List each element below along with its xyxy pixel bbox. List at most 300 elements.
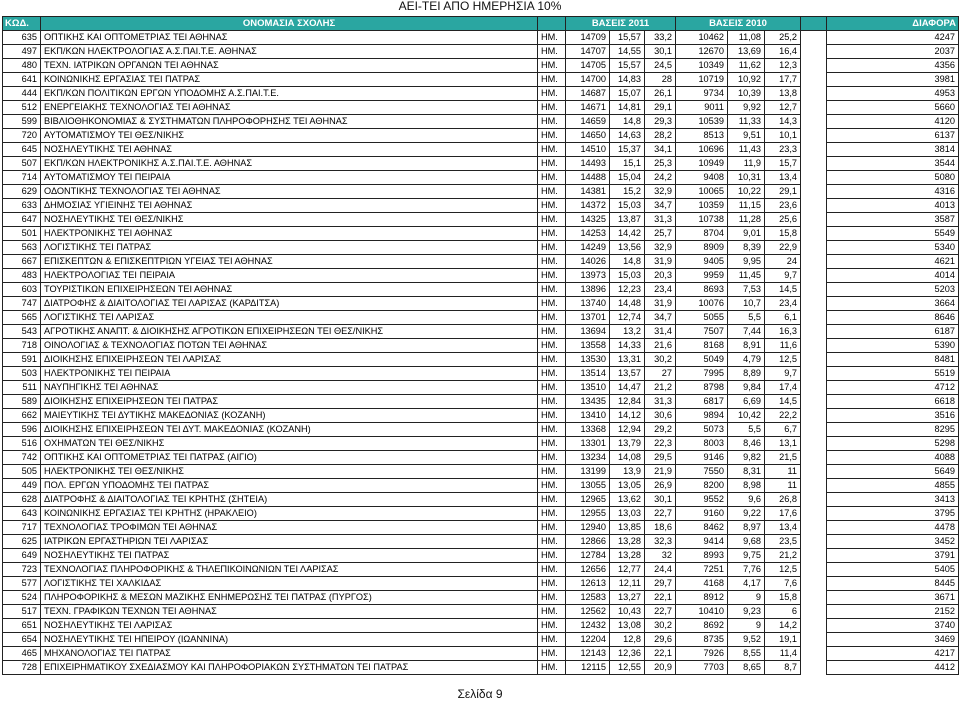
cell-code: 720: [3, 129, 41, 143]
cell-gap: [801, 605, 827, 619]
cell-2010-grade: 8,65: [728, 661, 765, 675]
cell-2011-grade: 14,47: [610, 381, 645, 395]
cell-school-name: ΔΙΟΙΚΗΣΗΣ ΕΠΙΧΕΙΡΗΣΕΩΝ ΤΕΙ ΠΑΤΡΑΣ: [41, 395, 538, 409]
cell-diff: 4316: [827, 185, 959, 199]
cell-diff: 5298: [827, 437, 959, 451]
cell-code: 649: [3, 549, 41, 563]
cell-2010-grade: 11,45: [728, 269, 765, 283]
cell-2010-pct: 15,8: [765, 591, 801, 605]
cell-2011-grade: 14,33: [610, 339, 645, 353]
cell-gap: [801, 549, 827, 563]
cell-2010-base: 9011: [676, 101, 728, 115]
cell-2011-base: 14249: [566, 241, 610, 255]
cell-2010-base: 10539: [676, 115, 728, 129]
cell-2010-base: 7926: [676, 647, 728, 661]
cell-school-name: ΟΙΝΟΛΟΓΙΑΣ & ΤΕΧΝΟΛΟΓΙΑΣ ΠΟΤΩΝ ΤΕΙ ΑΘΗΝΑΣ: [41, 339, 538, 353]
cell-2011-grade: 12,84: [610, 395, 645, 409]
cell-2010-base: 9146: [676, 451, 728, 465]
cell-2011-pct: 29,3: [645, 115, 676, 129]
cell-gap: [801, 395, 827, 409]
header-diff: ΔΙΑΦΟΡΑ: [827, 17, 959, 31]
cell-school-name: ΔΙΑΤΡΟΦΗΣ & ΔΙΑΙΤΟΛΟΓΙΑΣ ΤΕΙ ΚΡΗΤΗΣ (ΣΗΤΕΙΑ): [41, 493, 538, 507]
cell-2010-pct: 12,3: [765, 59, 801, 73]
cell-gap: [801, 269, 827, 283]
table-row: [3, 283, 959, 297]
cell-2010-base: 12670: [676, 45, 728, 59]
cell-school-name: ΟΧΗΜΑΤΩΝ ΤΕΙ ΘΕΣ/ΝΙΚΗΣ: [41, 437, 538, 451]
cell-code: 625: [3, 535, 41, 549]
cell-school-name: ΤΕΧΝ. ΓΡΑΦΙΚΩΝ ΤΕΧΝΩΝ ΤΕΙ ΑΘΗΝΑΣ: [41, 605, 538, 619]
cell-2010-grade: 9: [728, 591, 765, 605]
cell-2011-grade: 13,79: [610, 437, 645, 451]
cell-2011-grade: 14,48: [610, 297, 645, 311]
cell-2011-base: 12784: [566, 549, 610, 563]
cell-school-name: ΑΥΤΟΜΑΤΙΣΜΟΥ ΤΕΙ ΘΕΣ/ΝΙΚΗΣ: [41, 129, 538, 143]
cell-2010-pct: 24: [765, 255, 801, 269]
cell-gap: [801, 129, 827, 143]
cell-2010-pct: 14,5: [765, 395, 801, 409]
cell-2011-base: 12656: [566, 563, 610, 577]
cell-school-name: ΤΕΧΝΟΛΟΓΙΑΣ ΤΡΟΦΙΜΩΝ ΤΕΙ ΑΘΗΝΑΣ: [41, 521, 538, 535]
cell-2010-base: 4168: [676, 577, 728, 591]
cell-2011-pct: 21,6: [645, 339, 676, 353]
cell-2010-grade: 9,23: [728, 605, 765, 619]
cell-2010-base: 5073: [676, 423, 728, 437]
table-row: [3, 353, 959, 367]
cell-2010-pct: 17,4: [765, 381, 801, 395]
cell-2010-pct: 7,6: [765, 577, 801, 591]
cell-2011-grade: 12,74: [610, 311, 645, 325]
cell-diff: 2037: [827, 45, 959, 59]
table-row: [3, 157, 959, 171]
cell-2011-grade: 12,23: [610, 283, 645, 297]
cell-code: 591: [3, 353, 41, 367]
cell-2011-pct: 31,9: [645, 255, 676, 269]
cell-2011-pct: 31,4: [645, 325, 676, 339]
cell-school-name: ΠΟΛ. ΕΡΓΩΝ ΥΠΟΔΟΜΗΣ ΤΕΙ ΠΑΤΡΑΣ: [41, 479, 538, 493]
cell-2011-pct: 25,3: [645, 157, 676, 171]
cell-code: 524: [3, 591, 41, 605]
cell-school-name: ΜΑΙΕΥΤΙΚΗΣ ΤΕΙ ΔΥΤΙΚΗΣ ΜΑΚΕΔΟΝΙΑΣ (ΚΟΖΑΝΗ): [41, 409, 538, 423]
cell-2011-grade: 13,28: [610, 535, 645, 549]
cell-type: ΗΜ.: [538, 381, 566, 395]
cell-2010-grade: 7,76: [728, 563, 765, 577]
cell-diff: 5203: [827, 283, 959, 297]
cell-2011-base: 13701: [566, 311, 610, 325]
cell-diff: 5660: [827, 101, 959, 115]
cell-2011-pct: 25,7: [645, 227, 676, 241]
cell-gap: [801, 143, 827, 157]
cell-2010-pct: 13,1: [765, 437, 801, 451]
table-row: [3, 521, 959, 535]
cell-2011-grade: 13,57: [610, 367, 645, 381]
cell-code: 718: [3, 339, 41, 353]
cell-gap: [801, 59, 827, 73]
cell-type: ΗΜ.: [538, 283, 566, 297]
header-base-2010: ΒΑΣΕΙΣ 2010: [676, 17, 801, 31]
cell-diff: 5340: [827, 241, 959, 255]
cell-2011-grade: 13,08: [610, 619, 645, 633]
table-header-row: [3, 17, 959, 31]
cell-2011-grade: 13,05: [610, 479, 645, 493]
cell-diff: 4478: [827, 521, 959, 535]
cell-2011-pct: 20,3: [645, 269, 676, 283]
cell-2011-grade: 14,08: [610, 451, 645, 465]
cell-2010-pct: 9,7: [765, 367, 801, 381]
cell-2010-base: 10065: [676, 185, 728, 199]
table-row: [3, 591, 959, 605]
cell-2011-grade: 14,81: [610, 101, 645, 115]
cell-type: ΗΜ.: [538, 619, 566, 633]
cell-2010-base: 8462: [676, 521, 728, 535]
cell-gap: [801, 31, 827, 45]
cell-type: ΗΜ.: [538, 143, 566, 157]
cell-2010-base: 8693: [676, 283, 728, 297]
cell-2010-grade: 9,6: [728, 493, 765, 507]
cell-code: 516: [3, 437, 41, 451]
cell-2010-pct: 23,5: [765, 535, 801, 549]
cell-2010-grade: 11,28: [728, 213, 765, 227]
cell-code: 742: [3, 451, 41, 465]
cell-2011-base: 13410: [566, 409, 610, 423]
cell-2011-grade: 14,83: [610, 73, 645, 87]
cell-diff: 3981: [827, 73, 959, 87]
cell-code: 511: [3, 381, 41, 395]
cell-gap: [801, 437, 827, 451]
cell-2010-grade: 10,39: [728, 87, 765, 101]
cell-2011-base: 14372: [566, 199, 610, 213]
cell-2011-base: 14650: [566, 129, 610, 143]
cell-gap: [801, 577, 827, 591]
cell-gap: [801, 325, 827, 339]
cell-diff: 4356: [827, 59, 959, 73]
cell-2010-grade: 10,42: [728, 409, 765, 423]
cell-code: 629: [3, 185, 41, 199]
cell-2011-base: 13435: [566, 395, 610, 409]
cell-gap: [801, 633, 827, 647]
cell-school-name: ΚΟΙΝΩΝΙΚΗΣ ΕΡΓΑΣΙΑΣ ΤΕΙ ΚΡΗΤΗΣ (ΗΡΑΚΛΕΙΟ): [41, 507, 538, 521]
cell-2011-base: 12955: [566, 507, 610, 521]
cell-type: ΗΜ.: [538, 549, 566, 563]
table-row: [3, 437, 959, 451]
cell-2011-grade: 15,57: [610, 59, 645, 73]
cell-type: ΗΜ.: [538, 115, 566, 129]
cell-2010-base: 8200: [676, 479, 728, 493]
cell-type: ΗΜ.: [538, 661, 566, 675]
table-row: [3, 185, 959, 199]
cell-2010-base: 8909: [676, 241, 728, 255]
cell-gap: [801, 451, 827, 465]
cell-gap: [801, 479, 827, 493]
cell-2010-grade: 8,98: [728, 479, 765, 493]
cell-2010-base: 5049: [676, 353, 728, 367]
cell-school-name: ΕΚΠ/ΚΩΝ ΗΛΕΚΤΡΟΛΟΓΙΑΣ Α.Σ.ΠΑΙ.Τ.Ε. ΑΘΗΝΑΣ: [41, 45, 538, 59]
cell-2010-grade: 4,79: [728, 353, 765, 367]
cell-gap: [801, 213, 827, 227]
cell-2011-pct: 21,9: [645, 465, 676, 479]
cell-2010-grade: 9,84: [728, 381, 765, 395]
cell-gap: [801, 241, 827, 255]
cell-diff: 3587: [827, 213, 959, 227]
cell-diff: 3671: [827, 591, 959, 605]
cell-2010-base: 7251: [676, 563, 728, 577]
cell-code: 647: [3, 213, 41, 227]
cell-2011-base: 13896: [566, 283, 610, 297]
cell-2011-pct: 22,7: [645, 605, 676, 619]
cell-2011-grade: 15,1: [610, 157, 645, 171]
cell-type: ΗΜ.: [538, 311, 566, 325]
cell-2011-grade: 15,03: [610, 269, 645, 283]
cell-2010-pct: 22,2: [765, 409, 801, 423]
cell-gap: [801, 493, 827, 507]
cell-2010-base: 9414: [676, 535, 728, 549]
cell-2010-base: 10719: [676, 73, 728, 87]
cell-gap: [801, 619, 827, 633]
cell-diff: 4855: [827, 479, 959, 493]
cell-2011-pct: 34,7: [645, 199, 676, 213]
cell-2011-pct: 29,5: [645, 451, 676, 465]
cell-gap: [801, 591, 827, 605]
cell-school-name: ΗΛΕΚΤΡΟΝΙΚΗΣ ΤΕΙ ΘΕΣ/ΝΙΚΗΣ: [41, 465, 538, 479]
cell-code: 589: [3, 395, 41, 409]
cell-2010-grade: 8,46: [728, 437, 765, 451]
cell-2011-base: 13510: [566, 381, 610, 395]
cell-2011-base: 13973: [566, 269, 610, 283]
cell-type: ΗΜ.: [538, 647, 566, 661]
cell-2010-pct: 13,4: [765, 171, 801, 185]
cell-2011-pct: 30,2: [645, 619, 676, 633]
cell-2010-base: 9160: [676, 507, 728, 521]
table-row: [3, 367, 959, 381]
cell-code: 599: [3, 115, 41, 129]
cell-type: ΗΜ.: [538, 353, 566, 367]
cell-2010-grade: 8,31: [728, 465, 765, 479]
cell-2010-pct: 25,2: [765, 31, 801, 45]
cell-2011-pct: 23,4: [645, 283, 676, 297]
cell-type: ΗΜ.: [538, 367, 566, 381]
cell-2010-base: 10462: [676, 31, 728, 45]
cell-code: 603: [3, 283, 41, 297]
cell-2010-grade: 13,69: [728, 45, 765, 59]
cell-2011-base: 14671: [566, 101, 610, 115]
cell-gap: [801, 255, 827, 269]
cell-gap: [801, 297, 827, 311]
cell-code: 444: [3, 87, 41, 101]
cell-2011-base: 13199: [566, 465, 610, 479]
cell-2010-pct: 9,7: [765, 269, 801, 283]
cell-school-name: ΤΟΥΡΙΣΤΙΚΩΝ ΕΠΙΧΕΙΡΗΣΕΩΝ ΤΕΙ ΑΘΗΝΑΣ: [41, 283, 538, 297]
cell-gap: [801, 283, 827, 297]
cell-2011-pct: 22,1: [645, 647, 676, 661]
cell-2011-base: 12562: [566, 605, 610, 619]
cell-2010-base: 10359: [676, 199, 728, 213]
cell-gap: [801, 381, 827, 395]
cell-2011-base: 12866: [566, 535, 610, 549]
table-row: [3, 535, 959, 549]
cell-2011-base: 14687: [566, 87, 610, 101]
cell-2011-grade: 13,03: [610, 507, 645, 521]
cell-2011-base: 12965: [566, 493, 610, 507]
cell-school-name: ΟΠΤΙΚΗΣ ΚΑΙ ΟΠΤΟΜΕΤΡΙΑΣ ΤΕΙ ΑΘΗΝΑΣ: [41, 31, 538, 45]
cell-type: ΗΜ.: [538, 395, 566, 409]
cell-diff: 4088: [827, 451, 959, 465]
cell-2010-pct: 6,1: [765, 311, 801, 325]
cell-2010-grade: 9,95: [728, 255, 765, 269]
cell-2011-base: 14253: [566, 227, 610, 241]
cell-gap: [801, 507, 827, 521]
cell-2011-base: 14026: [566, 255, 610, 269]
cell-2010-base: 8692: [676, 619, 728, 633]
cell-2010-pct: 23,6: [765, 199, 801, 213]
cell-2011-base: 13558: [566, 339, 610, 353]
cell-school-name: ΤΕΧΝΟΛΟΓΙΑΣ ΠΛΗΡΟΦΟΡΙΚΗΣ & ΤΗΛΕΠΙΚΟΙΝΩΝΙΩΝ ΤΕΙ ΛΑΡΙΣΑΣ: [41, 563, 538, 577]
cell-diff: 4120: [827, 115, 959, 129]
table-row: [3, 59, 959, 73]
cell-gap: [801, 73, 827, 87]
cell-2011-pct: 28: [645, 73, 676, 87]
cell-diff: 4247: [827, 31, 959, 45]
cell-code: 641: [3, 73, 41, 87]
table-row: [3, 409, 959, 423]
cell-code: 483: [3, 269, 41, 283]
cell-2011-grade: 13,31: [610, 353, 645, 367]
cell-2011-grade: 13,27: [610, 591, 645, 605]
cell-code: 565: [3, 311, 41, 325]
cell-type: ΗΜ.: [538, 31, 566, 45]
cell-diff: 8646: [827, 311, 959, 325]
table-row: [3, 325, 959, 339]
cell-2011-base: 14510: [566, 143, 610, 157]
cell-2010-pct: 12,5: [765, 563, 801, 577]
cell-2011-pct: 34,1: [645, 143, 676, 157]
cell-2011-grade: 14,8: [610, 255, 645, 269]
table-row: [3, 339, 959, 353]
cell-code: 635: [3, 31, 41, 45]
cell-school-name: ΕΝΕΡΓΕΙΑΚΗΣ ΤΕΧΝΟΛΟΓΙΑΣ ΤΕΙ ΑΘΗΝΑΣ: [41, 101, 538, 115]
cell-2010-pct: 21,2: [765, 549, 801, 563]
cell-diff: 3795: [827, 507, 959, 521]
cell-2011-grade: 14,12: [610, 409, 645, 423]
cell-school-name: ΔΙΟΙΚΗΣΗΣ ΕΠΙΧΕΙΡΗΣΕΩΝ ΤΕΙ ΔΥΤ. ΜΑΚΕΔΟΝΙΑΣ (ΚΟΖΑΝΗ): [41, 423, 538, 437]
cell-school-name: ΛΟΓΙΣΤΙΚΗΣ ΤΕΙ ΛΑΡΙΣΑΣ: [41, 311, 538, 325]
cell-diff: 5519: [827, 367, 959, 381]
cell-gap: [801, 535, 827, 549]
cell-school-name: ΝΟΣΗΛΕΥΤΙΚΗΣ ΤΕΙ ΘΕΣ/ΝΙΚΗΣ: [41, 213, 538, 227]
cell-2010-pct: 8,7: [765, 661, 801, 675]
cell-2011-base: 12583: [566, 591, 610, 605]
cell-2010-grade: 9,52: [728, 633, 765, 647]
cell-school-name: ΕΠΙΧΕΙΡΗΜΑΤΙΚΟΥ ΣΧΕΔΙΑΣΜΟΥ ΚΑΙ ΠΛΗΡΟΦΟΡΙΑΚΩΝ ΣΥΣΤΗΜΑΤΩΝ ΤΕΙ ΠΑΤΡΑΣ: [41, 661, 538, 675]
cell-2011-base: 14381: [566, 185, 610, 199]
cell-2011-base: 14700: [566, 73, 610, 87]
cell-2011-grade: 13,87: [610, 213, 645, 227]
cell-2010-pct: 23,3: [765, 143, 801, 157]
cell-type: ΗΜ.: [538, 423, 566, 437]
cell-type: ΗΜ.: [538, 507, 566, 521]
cell-2010-base: 6817: [676, 395, 728, 409]
cell-type: ΗΜ.: [538, 339, 566, 353]
header-code: ΚΩΔ.: [3, 17, 41, 31]
cell-gap: [801, 45, 827, 59]
cell-2010-grade: 8,55: [728, 647, 765, 661]
cell-2011-base: 13301: [566, 437, 610, 451]
cell-2011-base: 14325: [566, 213, 610, 227]
cell-2011-grade: 15,03: [610, 199, 645, 213]
table-row: [3, 395, 959, 409]
cell-2011-grade: 13,62: [610, 493, 645, 507]
cell-2010-pct: 14,3: [765, 115, 801, 129]
cell-type: ΗΜ.: [538, 409, 566, 423]
cell-2011-pct: 31,3: [645, 395, 676, 409]
cell-type: ΗΜ.: [538, 297, 566, 311]
table-row: [3, 31, 959, 45]
cell-2011-pct: 28,2: [645, 129, 676, 143]
table-row: [3, 451, 959, 465]
cell-diff: 4712: [827, 381, 959, 395]
cell-2011-base: 14705: [566, 59, 610, 73]
cell-2011-base: 14493: [566, 157, 610, 171]
cell-2011-grade: 14,42: [610, 227, 645, 241]
cell-code: 633: [3, 199, 41, 213]
cell-2010-grade: 8,91: [728, 339, 765, 353]
cell-2010-pct: 12,5: [765, 353, 801, 367]
cell-2011-pct: 20,9: [645, 661, 676, 675]
cell-2011-base: 12115: [566, 661, 610, 675]
cell-code: 512: [3, 101, 41, 115]
cell-school-name: ΙΑΤΡΙΚΩΝ ΕΡΓΑΣΤΗΡΙΩΝ ΤΕΙ ΛΑΡΙΣΑΣ: [41, 535, 538, 549]
cell-2010-grade: 9,82: [728, 451, 765, 465]
cell-2010-base: 9894: [676, 409, 728, 423]
table-row: [3, 647, 959, 661]
table-row: [3, 423, 959, 437]
cell-diff: 3516: [827, 409, 959, 423]
cell-code: 654: [3, 633, 41, 647]
cell-school-name: ΔΗΜΟΣΙΑΣ ΥΓΙΕΙΝΗΣ ΤΕΙ ΑΘΗΝΑΣ: [41, 199, 538, 213]
table-row: [3, 619, 959, 633]
cell-school-name: ΑΥΤΟΜΑΤΙΣΜΟΥ ΤΕΙ ΠΕΙΡΑΙΑ: [41, 171, 538, 185]
cell-2011-base: 14707: [566, 45, 610, 59]
cell-2011-pct: 22,3: [645, 437, 676, 451]
cell-2010-grade: 9,51: [728, 129, 765, 143]
cell-2011-pct: 24,2: [645, 171, 676, 185]
header-type: [538, 17, 566, 31]
cell-code: 503: [3, 367, 41, 381]
cell-2010-base: 10949: [676, 157, 728, 171]
cell-gap: [801, 311, 827, 325]
page-footer: Σελίδα 9: [457, 687, 503, 701]
cell-type: ΗΜ.: [538, 45, 566, 59]
cell-2011-pct: 31,9: [645, 297, 676, 311]
table-row: [3, 479, 959, 493]
cell-2010-grade: 10,92: [728, 73, 765, 87]
cell-2010-base: 8704: [676, 227, 728, 241]
cell-2010-pct: 14,5: [765, 283, 801, 297]
cell-2011-pct: 29,2: [645, 423, 676, 437]
cell-type: ΗΜ.: [538, 465, 566, 479]
cell-gap: [801, 101, 827, 115]
cell-2011-pct: 22,1: [645, 591, 676, 605]
cell-code: 563: [3, 241, 41, 255]
cell-type: ΗΜ.: [538, 227, 566, 241]
cell-school-name: ΕΚΠ/ΚΩΝ ΠΟΛΙΤΙΚΩΝ ΕΡΓΩΝ ΥΠΟΔΟΜΗΣ Α.Σ.ΠΑΙ.Τ.Ε.: [41, 87, 538, 101]
cell-2010-pct: 17,6: [765, 507, 801, 521]
cell-2011-pct: 32,9: [645, 185, 676, 199]
cell-type: ΗΜ.: [538, 325, 566, 339]
cell-diff: 3469: [827, 633, 959, 647]
cell-2010-base: 8168: [676, 339, 728, 353]
cell-2011-base: 12432: [566, 619, 610, 633]
cell-type: ΗΜ.: [538, 255, 566, 269]
